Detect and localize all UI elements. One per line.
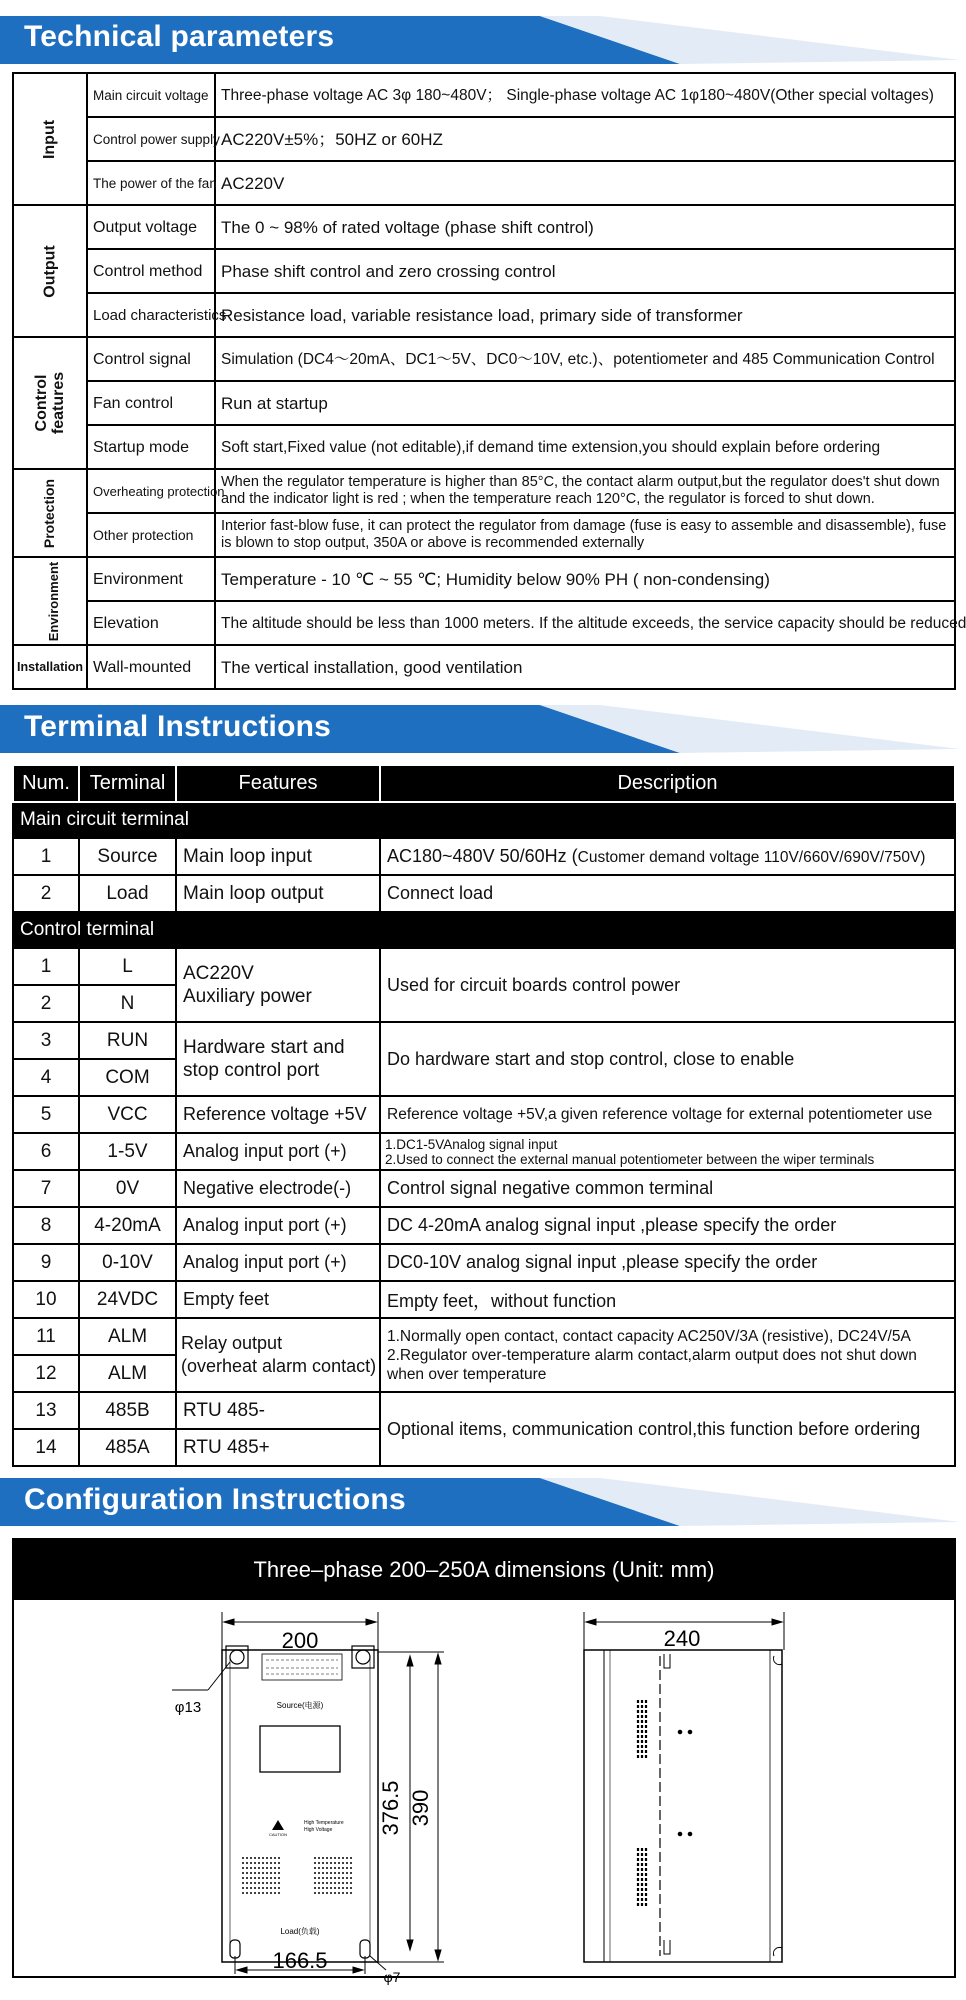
param-value: Three-phase voltage AC 3φ 180~480V； Single-phase voltage AC 1φ180~480V(Other special voltages) (215, 73, 955, 117)
cell-terminal: Load (79, 875, 176, 912)
cell-terminal: 0-10V (79, 1244, 176, 1281)
category-environment: Environment (13, 557, 87, 645)
param-value: Temperature - 10 ℃ ~ 55 ℃; Humidity below 90% PH ( non-condensing) (215, 557, 955, 601)
hole-phi13-label: φ13 (174, 1699, 202, 1716)
category-installation: Installation (13, 645, 87, 689)
section-title: Configuration Instructions (24, 1483, 406, 1516)
table-row (13, 469, 955, 513)
cell-description: DC 4-20mA analog signal input ,please specify the order (380, 1207, 955, 1244)
param-label: Environment (87, 557, 215, 601)
cell-feature: AC220V Auxiliary power (176, 948, 380, 1022)
cell-terminal: VCC (79, 1096, 176, 1133)
cell-feature: Negative electrode(-) (176, 1170, 380, 1207)
cell-terminal: L (79, 948, 176, 985)
column-header: Features (176, 765, 380, 802)
column-header: Num. (13, 765, 79, 802)
side-view (584, 1612, 784, 1962)
warning-voltage-label: High Voltage (304, 1827, 333, 1833)
cell-num: 2 (13, 985, 79, 1022)
table-header-row (13, 765, 955, 802)
table-row (13, 875, 955, 912)
cell-description: 1.Normally open contact, contact capacity AC250V/3A (resistive), DC24V/5A 2.Regulator over-temperature alarm contact,alarm output does not shut down when over temperature (380, 1318, 955, 1392)
cell-terminal: 1-5V (79, 1133, 176, 1170)
table-row (13, 161, 955, 205)
cell-num: 2 (13, 875, 79, 912)
cell-num: 13 (13, 1392, 79, 1429)
table-row (13, 645, 955, 689)
table-row (13, 1207, 955, 1244)
table-row (13, 337, 955, 381)
cell-feature: Empty feet (176, 1281, 380, 1318)
cell-num: 9 (13, 1244, 79, 1281)
section-row-control: Control terminal (13, 912, 955, 948)
cell-num: 6 (13, 1133, 79, 1170)
param-value: Run at startup (215, 381, 955, 425)
param-value: Simulation (DC4～20mA、DC1～5V、DC0～10V, etc.)、potentiometer and 485 Communication Control (215, 337, 955, 381)
cell-terminal: 24VDC (79, 1281, 176, 1318)
table-row (13, 513, 955, 557)
cell-description: AC180~480V 50/60Hz (Customer demand voltage 110V/660V/690V/750V) (380, 838, 955, 875)
category-output: Output (13, 205, 87, 337)
caution-label: CAUTION (269, 1832, 287, 1837)
terminal-instructions-table (12, 764, 956, 1467)
cell-feature: Main loop output (176, 875, 380, 912)
table-row (13, 557, 955, 601)
cell-terminal: 0V (79, 1170, 176, 1207)
section-title: Terminal Instructions (24, 710, 332, 743)
cell-num: 11 (13, 1318, 79, 1355)
cell-num: 10 (13, 1281, 79, 1318)
table-row (13, 1281, 955, 1318)
cell-num: 14 (13, 1429, 79, 1466)
cell-description: Used for circuit boards control power (380, 948, 955, 1022)
cell-feature: Hardware start and stop control port (176, 1022, 380, 1096)
height-376-5-label: 376.5 (378, 1780, 403, 1836)
cell-description: Connect load (380, 875, 955, 912)
category-control-features: Control features (13, 337, 87, 469)
table-row (13, 948, 955, 985)
table-row (13, 1170, 955, 1207)
param-value: Phase shift control and zero crossing control (215, 249, 955, 293)
table-row (13, 249, 955, 293)
cell-num: 8 (13, 1207, 79, 1244)
cell-description: Do hardware start and stop control, close to enable (380, 1022, 955, 1096)
cell-feature: RTU 485+ (176, 1429, 380, 1466)
cell-terminal: 485A (79, 1429, 176, 1466)
section-banner-terminal (0, 701, 964, 765)
warning-temp-label: High Temperature (304, 1820, 344, 1826)
param-label: Fan control (87, 381, 215, 425)
param-value: Interior fast-blow fuse, it can protect the regulator from damage (fuse is easy to assemble and disassemble), fuse is blown to stop output, 350A or above is recommended externally (215, 513, 955, 557)
cell-feature: RTU 485- (176, 1392, 380, 1429)
param-value: Soft start,Fixed value (not editable),if demand time extension,you should explain before ordering (215, 425, 955, 469)
param-label: Elevation (87, 601, 215, 645)
table-row (13, 1133, 955, 1170)
source-label: Source(电源) (276, 1701, 324, 1710)
width-166-5-label: 166.5 (272, 1948, 328, 1973)
cell-description: Control signal negative common terminal (380, 1170, 955, 1207)
category-protection: Protection (13, 469, 87, 557)
cell-num: 5 (13, 1096, 79, 1133)
dimension-drawing-panel (12, 1538, 956, 1985)
cell-terminal: ALM (79, 1355, 176, 1392)
param-label: Control signal (87, 337, 215, 381)
hole-phi7-label: φ7 (383, 1969, 401, 1985)
cell-num: 3 (13, 1022, 79, 1059)
table-row (13, 1318, 955, 1355)
cell-terminal: Source (79, 838, 176, 875)
param-value: AC220V±5%；50HZ or 60HZ (215, 117, 955, 161)
cell-num: 7 (13, 1170, 79, 1207)
cell-num: 12 (13, 1355, 79, 1392)
param-label: Overheating protection (87, 469, 215, 513)
front-labels (175, 1628, 433, 1985)
section-banner-technical (0, 8, 964, 72)
cell-num: 4 (13, 1059, 79, 1096)
param-label: Other protection (87, 513, 215, 557)
dimension-drawing (14, 1600, 954, 1985)
param-label: The power of the fan (87, 161, 215, 205)
front-view (172, 1612, 444, 1974)
param-value: The vertical installation, good ventilation (215, 645, 955, 689)
cell-description: Empty feet，without function (380, 1281, 955, 1318)
table-row (13, 205, 955, 249)
cell-description: DC0-10V analog signal input ,please specify the order (380, 1244, 955, 1281)
technical-parameters-table (12, 72, 966, 690)
table-row (13, 1022, 955, 1059)
param-label: Control method (87, 249, 215, 293)
cell-terminal: 485B (79, 1392, 176, 1429)
height-390-label: 390 (408, 1789, 433, 1827)
depth-240-label: 240 (663, 1626, 701, 1651)
cell-terminal: ALM (79, 1318, 176, 1355)
table-row (13, 117, 955, 161)
load-label: Load(负载) (280, 1927, 320, 1936)
cell-num: 1 (13, 838, 79, 875)
param-label: Startup mode (87, 425, 215, 469)
param-value: The 0 ~ 98% of rated voltage (phase shift control) (215, 205, 955, 249)
width-200-label: 200 (281, 1628, 319, 1653)
section-banner-configuration (0, 1474, 964, 1538)
cell-feature: Analog input port (+) (176, 1133, 380, 1170)
cell-feature: Analog input port (+) (176, 1244, 380, 1281)
cell-description: Reference voltage +5V,a given reference voltage for external potentiometer use (380, 1096, 955, 1133)
table-row (13, 425, 955, 469)
table-row (13, 1096, 955, 1133)
cell-terminal: COM (79, 1059, 176, 1096)
param-value: The altitude should be less than 1000 meters. If the altitude exceeds, the service capacity should be reduced (215, 601, 955, 645)
param-label: Control power supply (87, 117, 215, 161)
cell-feature: Main loop input (176, 838, 380, 875)
cell-feature: Reference voltage +5V (176, 1096, 380, 1133)
column-header: Terminal (79, 765, 176, 802)
section-title: Technical parameters (24, 20, 335, 53)
cell-num: 1 (13, 948, 79, 985)
table-row (13, 601, 955, 645)
section-row-main: Main circuit terminal (13, 802, 955, 838)
table-row (13, 838, 955, 875)
param-label: Load characteristics (87, 293, 215, 337)
table-row (13, 293, 955, 337)
cell-terminal: 4-20mA (79, 1207, 176, 1244)
table-row (13, 1392, 955, 1429)
cell-feature: Analog input port (+) (176, 1207, 380, 1244)
param-label: Output voltage (87, 205, 215, 249)
cell-description: 1.DC1-5VAnalog signal input 2.Used to connect the external manual potentiometer between the wiper terminals (380, 1133, 955, 1170)
column-header: Description (380, 765, 955, 802)
param-value: When the regulator temperature is higher than 85°C, the contact alarm output,but the regulator does't shut down and the indicator light is red ; when the temperature reach 120°C, the regulator is forced to shut down. (215, 469, 955, 513)
param-label: Wall-mounted (87, 645, 215, 689)
category-input: Input (13, 73, 87, 205)
dimension-title: Three–phase 200–250A dimensions (Unit: mm) (14, 1540, 954, 1600)
cell-terminal: RUN (79, 1022, 176, 1059)
param-value: AC220V (215, 161, 955, 205)
table-row (13, 381, 955, 425)
cell-terminal: N (79, 985, 176, 1022)
table-row (13, 73, 955, 117)
param-value: Resistance load, variable resistance load, primary side of transformer (215, 293, 955, 337)
table-row (13, 1244, 955, 1281)
param-label: Main circuit voltage (87, 73, 215, 117)
cell-description: Optional items, communication control,this function before ordering (380, 1392, 955, 1466)
cell-feature: Relay output (overheat alarm contact) (176, 1318, 380, 1392)
